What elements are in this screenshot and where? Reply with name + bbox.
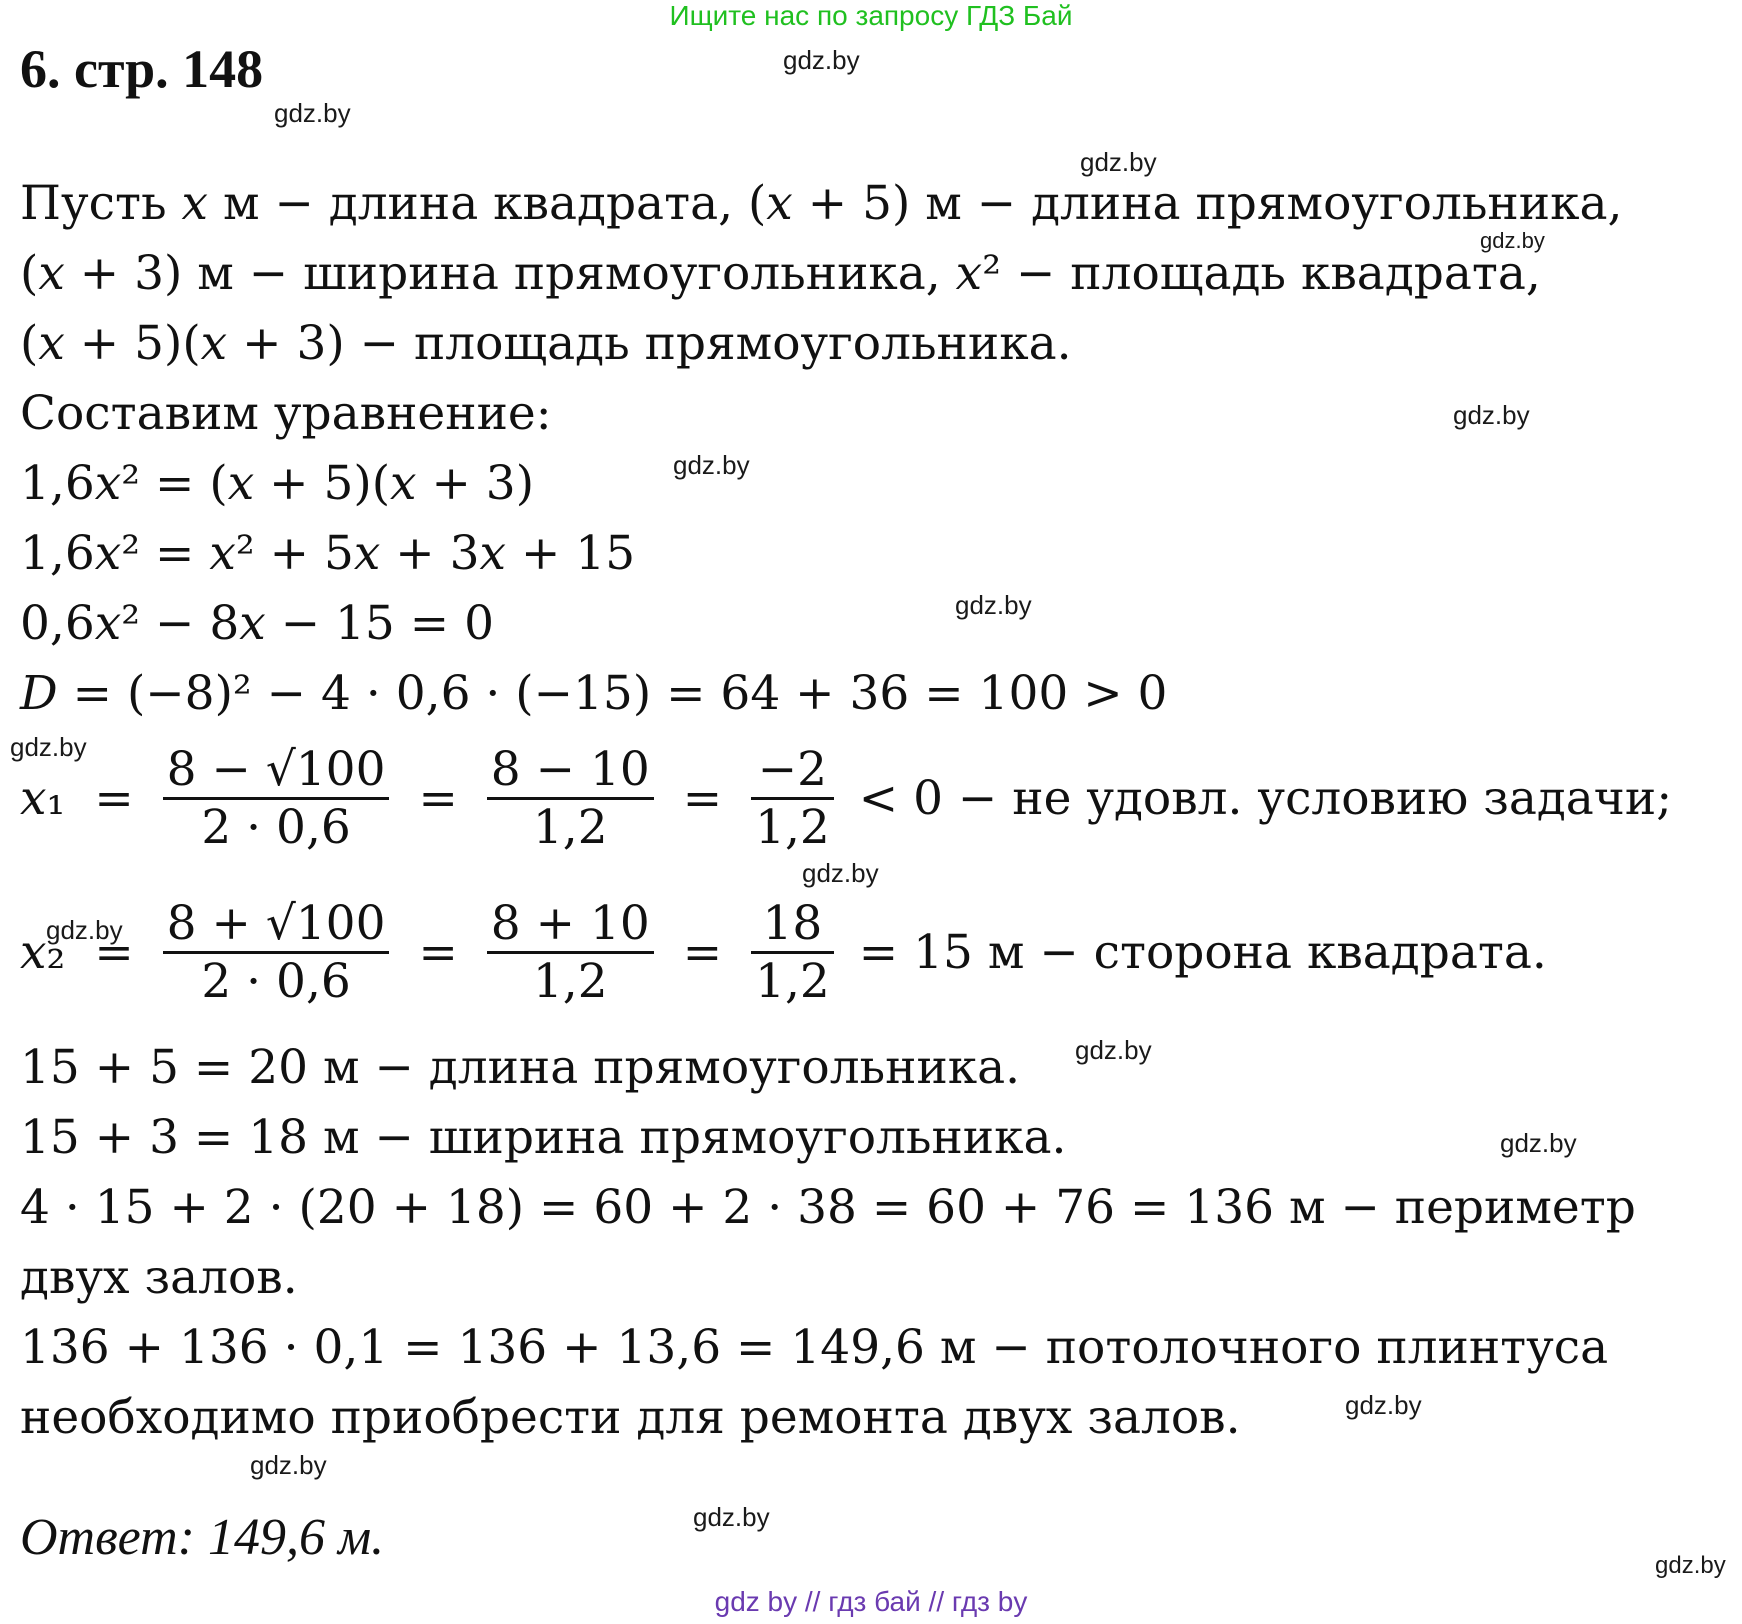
equation-line: 1,6𝑥² = (𝑥 + 5)(𝑥 + 3) bbox=[20, 456, 535, 511]
watermark: gdz.by bbox=[1500, 1128, 1577, 1158]
watermark: gdz.by bbox=[1075, 1035, 1152, 1065]
fraction-denominator: 1,2 bbox=[751, 797, 834, 855]
root-x1-label: 𝑥₁ bbox=[20, 771, 66, 826]
solution-line: 4 · 15 + 2 · (20 + 18) = 60 + 2 · 38 = 60 + 76 = 136 м − периметр bbox=[20, 1180, 1636, 1235]
equation-line: 1,6𝑥² = 𝑥² + 5𝑥 + 3𝑥 + 15 bbox=[20, 526, 636, 581]
watermark: gdz.by bbox=[46, 915, 123, 945]
fraction bbox=[751, 896, 834, 1009]
watermark: gdz.by bbox=[693, 1502, 770, 1532]
solution-line: (𝑥 + 5)(𝑥 + 3) − площадь прямоугольника. bbox=[20, 316, 1072, 371]
fraction-denominator: 1,2 bbox=[751, 951, 834, 1009]
solution-line: двух залов. bbox=[20, 1250, 298, 1305]
watermark: gdz.by bbox=[1655, 1552, 1726, 1579]
solution-line: 15 + 3 = 18 м − ширина прямоугольника. bbox=[20, 1110, 1067, 1165]
equals-sign: = bbox=[418, 925, 458, 980]
watermark: gdz.by bbox=[673, 450, 750, 480]
equals-sign: = bbox=[94, 925, 134, 980]
equals-sign: = bbox=[682, 925, 723, 980]
equals-sign: = bbox=[418, 771, 458, 826]
root-x2-conclusion: = 15 м − сторона квадрата. bbox=[858, 925, 1547, 980]
watermark: gdz.by bbox=[955, 590, 1032, 620]
watermark: gdz.by bbox=[274, 98, 351, 128]
solution-line: 136 + 136 · 0,1 = 136 + 13,6 = 149,6 м − потолочного плинтуса bbox=[20, 1320, 1609, 1375]
equals-sign: = bbox=[94, 771, 134, 826]
bottom-banner: gdz by // гдз бай // гдз by bbox=[714, 1586, 1028, 1617]
fraction bbox=[163, 896, 390, 1009]
fraction-numerator: 8 + √100 bbox=[166, 896, 386, 951]
watermark: gdz.by bbox=[1480, 228, 1545, 253]
watermark: gdz.by bbox=[783, 45, 860, 75]
answer: Ответ: 149,6 м. bbox=[20, 1509, 385, 1566]
solution-line: Пусть 𝑥 м − длина квадрата, (𝑥 + 5) м − длина прямоугольника, bbox=[20, 176, 1623, 231]
discriminant-line: 𝐷 = (−8)² − 4 · 0,6 · (−15) = 64 + 36 = 100 > 0 bbox=[20, 666, 1168, 721]
fraction-numerator: 18 bbox=[762, 896, 823, 951]
watermark: gdz.by bbox=[1345, 1390, 1422, 1420]
root-x2-line bbox=[20, 896, 1547, 1009]
solution-line: необходимо приобрести для ремонта двух залов. bbox=[20, 1390, 1241, 1445]
fraction-denominator: 1,2 bbox=[487, 797, 654, 855]
fraction-denominator: 2 · 0,6 bbox=[163, 951, 390, 1009]
fraction bbox=[751, 742, 834, 855]
equation-line: 0,6𝑥² − 8𝑥 − 15 = 0 bbox=[20, 596, 494, 651]
fraction bbox=[163, 742, 390, 855]
fraction bbox=[487, 896, 654, 1009]
fraction-numerator: 8 + 10 bbox=[490, 896, 650, 951]
solution-line: Составим уравнение: bbox=[20, 386, 552, 441]
root-x2-label: 𝑥₂ bbox=[20, 925, 66, 980]
watermark: gdz.by bbox=[10, 732, 87, 762]
watermark: gdz.by bbox=[1453, 400, 1530, 430]
root-x1-conclusion: < 0 − не удовл. условию задачи; bbox=[858, 771, 1673, 826]
fraction bbox=[487, 742, 654, 855]
fraction-numerator: 8 − √100 bbox=[166, 742, 386, 797]
fraction-numerator: 8 − 10 bbox=[490, 742, 650, 797]
watermark: gdz.by bbox=[802, 858, 879, 888]
solution-line: 15 + 5 = 20 м − длина прямоугольника. bbox=[20, 1040, 1021, 1095]
equals-sign: = bbox=[682, 771, 723, 826]
fraction-denominator: 2 · 0,6 bbox=[163, 797, 390, 855]
root-x1-line bbox=[20, 742, 1672, 855]
fraction-numerator: −2 bbox=[757, 742, 828, 797]
fraction-denominator: 1,2 bbox=[487, 951, 654, 1009]
exercise-heading: 6. стр. 148 bbox=[20, 39, 264, 99]
solution-line: (𝑥 + 3) м − ширина прямоугольника, 𝑥² − площадь квадрата, bbox=[20, 246, 1541, 301]
top-banner: Ищите нас по запросу ГДЗ Бай bbox=[669, 0, 1073, 31]
watermark: gdz.by bbox=[250, 1450, 327, 1480]
watermark: gdz.by bbox=[1080, 147, 1157, 177]
